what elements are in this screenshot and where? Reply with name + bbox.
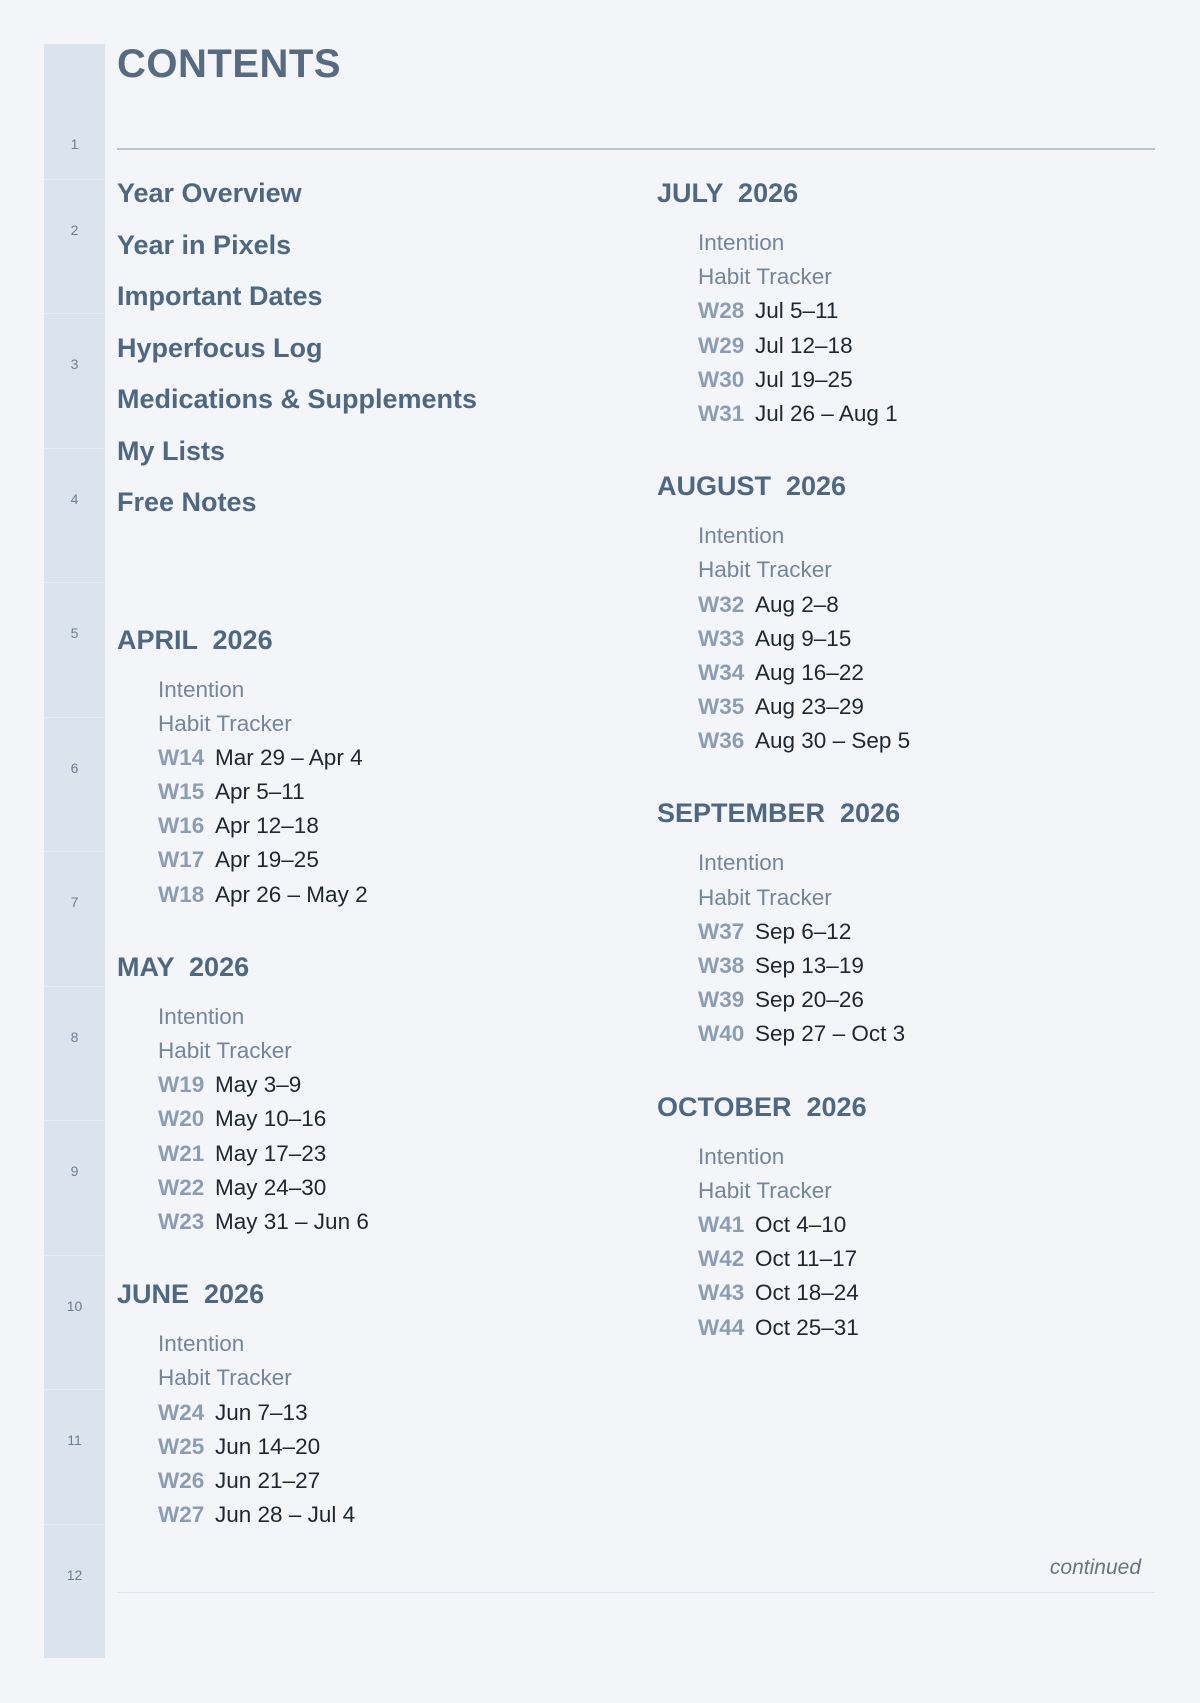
intention-link[interactable]: Intention — [698, 1143, 785, 1169]
week-number: W30 — [698, 366, 745, 392]
week-date-range: Apr 12–18 — [215, 813, 319, 839]
footer-divider — [117, 1592, 1155, 1593]
side-tab-number: 10 — [66, 1297, 83, 1314]
months-left-list — [117, 619, 617, 1533]
week-date-range: Sep 6–12 — [755, 918, 852, 944]
month-title[interactable]: JULY 2026 — [657, 178, 799, 208]
week-date-range: May 10–16 — [215, 1106, 327, 1132]
week-link[interactable] — [698, 588, 1157, 622]
week-number: W15 — [158, 779, 205, 805]
week-date-range: May 31 – Jun 6 — [215, 1208, 369, 1234]
intention-link[interactable]: Intention — [158, 1003, 245, 1029]
week-number: W40 — [698, 1021, 745, 1047]
month-title[interactable]: AUGUST 2026 — [657, 471, 847, 502]
side-tab-10[interactable] — [44, 1255, 105, 1390]
week-date-range: Apr 26 – May 2 — [215, 881, 368, 907]
week-date-range: Aug 30 – Sep 5 — [755, 728, 911, 754]
toc-link-year-in-pixels[interactable]: Year in Pixels — [117, 229, 292, 260]
week-date-range: Jul 19–25 — [755, 366, 853, 392]
week-number: W27 — [158, 1502, 205, 1528]
week-link[interactable] — [698, 363, 1157, 397]
week-link[interactable] — [698, 690, 1157, 724]
week-number: W36 — [698, 728, 745, 754]
week-link[interactable] — [158, 1498, 617, 1532]
month-title[interactable]: SEPTEMBER 2026 — [657, 798, 901, 829]
week-date-range: Apr 19–25 — [215, 847, 319, 873]
week-link[interactable] — [158, 878, 617, 912]
side-tab-11[interactable] — [44, 1389, 105, 1524]
week-date-range: Aug 16–22 — [755, 659, 864, 685]
week-number: W34 — [698, 659, 745, 685]
week-link[interactable] — [698, 622, 1157, 656]
month-items — [657, 519, 1157, 758]
intention-link[interactable]: Intention — [698, 230, 785, 255]
habit-tracker-link[interactable]: Habit Tracker — [158, 1365, 292, 1391]
week-link[interactable] — [698, 915, 1157, 949]
week-date-range: May 3–9 — [215, 1072, 302, 1098]
side-tab-number: 4 — [70, 490, 79, 507]
week-number: W28 — [698, 298, 745, 324]
week-link[interactable] — [158, 1068, 617, 1102]
title-divider — [117, 148, 1155, 150]
week-number: W41 — [698, 1211, 745, 1237]
week-number: W19 — [158, 1072, 205, 1098]
week-date-range: Jun 7–13 — [215, 1399, 308, 1425]
intention-link[interactable]: Intention — [698, 850, 785, 876]
week-link[interactable] — [158, 1137, 617, 1171]
week-link[interactable] — [698, 1242, 1157, 1276]
week-link[interactable] — [698, 949, 1157, 983]
habit-tracker-link[interactable]: Habit Tracker — [698, 557, 832, 583]
side-tab-number: 12 — [66, 1566, 83, 1583]
week-link[interactable] — [698, 656, 1157, 690]
intention-link[interactable]: Intention — [158, 1331, 245, 1357]
month-title[interactable]: OCTOBER 2026 — [657, 1091, 867, 1122]
habit-tracker-link[interactable]: Habit Tracker — [698, 884, 832, 910]
side-tab-9[interactable] — [44, 1120, 105, 1255]
month-title[interactable]: JUNE 2026 — [117, 1279, 265, 1310]
toc-link-medications-supplements[interactable]: Medications & Supplements — [117, 384, 478, 414]
week-date-range: May 17–23 — [215, 1140, 327, 1166]
week-link[interactable] — [698, 1208, 1157, 1242]
toc-link-free-notes[interactable]: Free Notes — [117, 487, 257, 517]
week-date-range: Jul 5–11 — [755, 298, 839, 324]
side-tab-number: 7 — [70, 894, 79, 910]
week-number: W18 — [158, 881, 205, 907]
month-items — [657, 1140, 1157, 1345]
month-items — [117, 1000, 617, 1239]
week-date-range: Jun 14–20 — [215, 1433, 321, 1459]
week-number: W39 — [698, 987, 745, 1013]
week-date-range: Aug 9–15 — [755, 625, 852, 651]
week-link[interactable] — [698, 1276, 1157, 1310]
month-items — [657, 846, 1157, 1051]
week-link[interactable] — [158, 1396, 617, 1430]
week-number: W20 — [158, 1106, 205, 1132]
week-number: W42 — [698, 1246, 745, 1272]
right-column — [657, 172, 1157, 1345]
week-number: W29 — [698, 332, 745, 358]
toc-link-important-dates[interactable]: Important Dates — [117, 281, 323, 311]
month-items — [657, 226, 1157, 431]
week-number: W21 — [158, 1140, 205, 1166]
side-tab-number: 11 — [67, 1432, 82, 1448]
side-tab-number: 9 — [70, 1163, 79, 1179]
side-tab-8[interactable] — [44, 986, 105, 1121]
week-link[interactable] — [698, 983, 1157, 1017]
month-items — [117, 673, 617, 912]
habit-tracker-link[interactable]: Habit Tracker — [158, 710, 292, 736]
week-number: W31 — [698, 400, 745, 426]
week-number: W26 — [158, 1467, 205, 1493]
intention-link[interactable]: Intention — [158, 676, 245, 702]
week-link[interactable] — [158, 809, 617, 843]
month-section — [117, 946, 617, 1239]
months-right-list — [657, 172, 1157, 1345]
side-tab-number: 5 — [70, 625, 79, 641]
week-date-range: Sep 20–26 — [755, 987, 864, 1013]
week-number: W17 — [158, 847, 205, 873]
habit-tracker-link[interactable]: Habit Tracker — [698, 1177, 832, 1203]
side-tab-4[interactable] — [44, 448, 105, 583]
week-date-range: Jun 21–27 — [215, 1467, 321, 1493]
side-tab-strip — [44, 44, 105, 1658]
week-date-range: Oct 4–10 — [755, 1211, 847, 1237]
week-link[interactable] — [698, 1017, 1157, 1051]
week-number: W14 — [158, 744, 205, 770]
page-title: CONTENTS — [117, 42, 341, 86]
week-number: W37 — [698, 918, 745, 944]
week-date-range: Apr 5–11 — [215, 779, 305, 805]
month-section — [657, 172, 1157, 431]
month-section — [117, 619, 617, 912]
week-link[interactable] — [158, 1171, 617, 1205]
week-date-range: Jul 12–18 — [755, 332, 853, 358]
top-links-list — [117, 172, 617, 533]
week-link[interactable] — [698, 724, 1157, 758]
week-date-range: Oct 18–24 — [755, 1280, 859, 1306]
week-date-range: Sep 13–19 — [755, 953, 864, 978]
side-tab-number: 2 — [70, 221, 79, 238]
side-tab-1[interactable] — [44, 44, 105, 179]
week-link[interactable] — [698, 294, 1157, 328]
month-items — [117, 1327, 617, 1532]
toc-link-hyperfocus-log[interactable]: Hyperfocus Log — [117, 332, 323, 363]
continued-label: continued — [1049, 1556, 1141, 1579]
week-date-range: Jul 26 – Aug 1 — [755, 400, 898, 426]
side-tab-number: 6 — [70, 759, 79, 776]
habit-tracker-link[interactable]: Habit Tracker — [158, 1038, 292, 1063]
side-tab-number: 1 — [70, 136, 79, 152]
week-link[interactable] — [158, 741, 617, 775]
side-tab-5[interactable] — [44, 582, 105, 717]
side-tab-6[interactable] — [44, 717, 105, 852]
week-number: W25 — [158, 1433, 205, 1459]
week-number: W43 — [698, 1280, 745, 1306]
habit-tracker-link[interactable]: Habit Tracker — [698, 264, 832, 290]
week-date-range: Aug 23–29 — [755, 694, 864, 720]
week-date-range: May 24–30 — [215, 1174, 327, 1200]
toc-link-year-overview[interactable]: Year Overview — [117, 178, 302, 208]
week-date-range: Mar 29 – Apr 4 — [215, 744, 363, 770]
month-section — [657, 792, 1157, 1051]
week-date-range: Oct 11–17 — [755, 1246, 858, 1272]
week-date-range: Oct 25–31 — [755, 1314, 859, 1340]
side-tab-2[interactable] — [44, 179, 105, 314]
month-title[interactable]: APRIL 2026 — [117, 624, 273, 655]
month-section — [657, 1086, 1157, 1345]
week-link[interactable] — [158, 1464, 617, 1498]
week-link[interactable] — [158, 775, 617, 809]
week-date-range: Aug 2–8 — [755, 591, 839, 617]
week-link[interactable] — [158, 1102, 617, 1136]
week-number: W44 — [698, 1314, 745, 1340]
week-date-range: Jun 28 – Jul 4 — [215, 1502, 356, 1528]
side-tab-3[interactable] — [44, 313, 105, 448]
week-link[interactable] — [158, 1205, 617, 1239]
month-title[interactable]: MAY 2026 — [117, 951, 250, 982]
week-link[interactable] — [698, 397, 1157, 431]
week-number: W16 — [158, 813, 205, 839]
week-number: W22 — [158, 1174, 205, 1200]
side-tab-12[interactable] — [44, 1524, 105, 1659]
month-section — [657, 465, 1157, 758]
left-column — [117, 172, 617, 1532]
intention-link[interactable]: Intention — [698, 523, 785, 549]
week-number: W23 — [158, 1208, 205, 1234]
side-tab-7[interactable] — [44, 851, 105, 986]
side-tab-number: 8 — [70, 1028, 79, 1045]
week-link[interactable] — [158, 1430, 617, 1464]
week-link[interactable] — [698, 329, 1157, 363]
toc-link-my-lists[interactable]: My Lists — [117, 435, 226, 466]
week-number: W38 — [698, 953, 745, 978]
week-number: W24 — [158, 1399, 205, 1425]
week-link[interactable] — [698, 1311, 1157, 1345]
week-number: W33 — [698, 625, 745, 651]
week-link[interactable] — [158, 843, 617, 877]
side-tab-number: 3 — [70, 356, 79, 372]
week-number: W35 — [698, 694, 745, 720]
week-date-range: Sep 27 – Oct 3 — [755, 1021, 906, 1047]
month-section — [117, 1273, 617, 1532]
week-number: W32 — [698, 591, 745, 617]
